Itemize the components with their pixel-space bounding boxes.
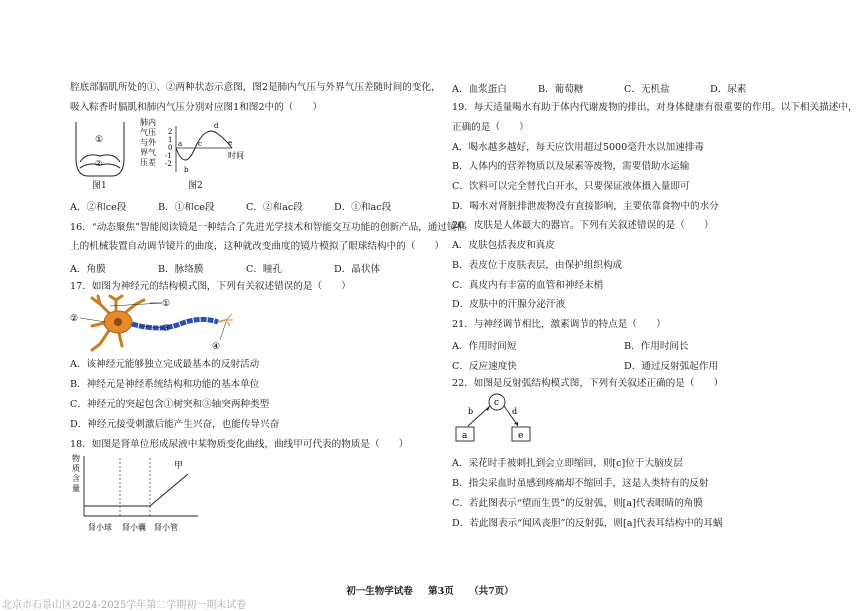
svg-text:-1: -1: [165, 152, 172, 160]
svg-text:时间: 时间: [228, 151, 244, 160]
reflex-arc-figure: [452, 392, 542, 446]
node-e: e: [518, 431, 524, 441]
q20-option-a[interactable]: A．皮肤包括表皮和真皮: [452, 240, 555, 251]
q18-option-b[interactable]: B．葡萄糖: [538, 84, 584, 95]
q19-stem-line2: 正确的是（ ）: [452, 122, 529, 133]
q15-intro-line1: 腔底部膈肌所处的①、②两种状态示意图，图2是肺内气压与外界气压差随时间的变化，: [70, 82, 441, 93]
svg-text:c: c: [198, 140, 202, 148]
q16-option-d[interactable]: D．晶状体: [334, 264, 381, 275]
q19-option-a[interactable]: A．喝水越多越好，每天应饮用超过5000毫升水以加速排毒: [452, 142, 704, 153]
q15-option-b[interactable]: B．①和ce段: [158, 202, 215, 213]
q20-option-d[interactable]: D．皮肤中的汗腺分泌汗液: [452, 299, 566, 310]
q17-stem: 17．如图为神经元的结构模式图，下列有关叙述错误的是（ ）: [70, 281, 351, 292]
neuron-mark-1: ①: [162, 299, 171, 309]
segment-glomerulus: 肾小球: [88, 523, 112, 532]
neuron-mark-4: ④: [212, 342, 221, 352]
q20-stem: 20．皮肤是人体最大的器官。下列有关叙述错误的是（ ）: [452, 220, 714, 231]
svg-text:0: 0: [168, 144, 173, 152]
q15-option-c[interactable]: C．②和ac段: [246, 202, 303, 213]
q16-option-a[interactable]: A．角膜: [70, 264, 106, 275]
svg-text:b: b: [184, 166, 189, 174]
neuron-mark-2: ②: [70, 314, 79, 324]
q16-stem-line1: 16．“动态聚焦”智能阅读镜是一种结合了先进光学技术和智能交互功能的创新产品，通过镜框: [70, 222, 467, 233]
fig1-mark-2: ②: [95, 159, 103, 168]
q22-option-a[interactable]: A．采花时手被刺扎到会立即缩回，则[c]位于大脑皮层: [452, 458, 683, 469]
svg-text:物: 物: [72, 454, 80, 463]
q17-option-a[interactable]: A．该神经元能够独立完成最基本的反射活动: [70, 359, 260, 370]
q15-intro-line2: 吸入粽香时膈肌和肺内气压分别对应图1和图2中的（ ）: [70, 102, 323, 113]
q19-stem-line1: 19．每天适量喝水有助于体内代谢废物的排出，对身体健康有很重要的作用。以下相关描述中，: [452, 102, 858, 113]
q15-option-a[interactable]: A．②和ce段: [70, 202, 127, 213]
footer-subject: 初一生物学试卷: [346, 586, 413, 597]
page-footer: [0, 583, 860, 597]
footer-page: 第3页: [428, 586, 454, 597]
q18-option-d[interactable]: D．尿素: [710, 84, 747, 95]
q22-stem: 22．如图是反射弧结构模式图，下列有关叙述正确的是（ ）: [452, 378, 724, 389]
svg-text:e: e: [228, 139, 233, 147]
q20-option-b[interactable]: B．表皮位于皮肤表层，由保护组织构成: [452, 260, 623, 271]
svg-text:与外: 与外: [140, 138, 156, 147]
figure-2-label: 图2: [188, 181, 203, 191]
q21-option-d[interactable]: D．通过反射弧起作用: [624, 361, 719, 372]
svg-text:2: 2: [168, 128, 173, 136]
q19-option-b[interactable]: B．人体内的营养物质以及尿素等废物，需要借助水运输: [452, 161, 690, 172]
q20-option-c[interactable]: C．真皮内有丰富的血管和神经末梢: [452, 280, 604, 291]
q21-option-c[interactable]: C．反应速度快: [452, 361, 517, 372]
q22-option-c[interactable]: C．若此图表示“望而生畏”的反射弧，则[a]代表眼睛的角膜: [452, 498, 704, 509]
svg-text:1: 1: [168, 136, 173, 144]
q17-option-b[interactable]: B．神经元是神经系统结构和功能的基本单位: [70, 379, 260, 390]
svg-text:气压: 气压: [140, 128, 156, 137]
node-a: a: [462, 431, 468, 441]
svg-text:d: d: [214, 122, 219, 130]
q16-stem-line2: 上的机械装置自动调节镜片的曲度，这种就改变曲度的镜片模拟了眼球结构中的（ ）: [70, 241, 445, 252]
svg-text:a: a: [178, 140, 183, 148]
q19-option-d[interactable]: D．喝水对肾脏排泄废物没有直接影响，主要依靠食物中的水分: [452, 201, 719, 212]
q21-option-a[interactable]: A．作用时间短: [452, 341, 517, 352]
node-d: d: [512, 407, 518, 416]
svg-text:压差: 压差: [140, 158, 156, 167]
svg-text:-2: -2: [165, 160, 172, 168]
segment-capsule: 肾小囊: [122, 523, 146, 532]
svg-text:肺内: 肺内: [140, 118, 156, 127]
figure-1-diaphragm: [70, 118, 130, 180]
segment-tubule: 肾小管: [154, 523, 178, 532]
neuron-figure: [70, 294, 260, 354]
node-b: b: [468, 407, 474, 416]
footer-total: （共7页）: [469, 586, 514, 597]
q15-option-d[interactable]: D．①和ac段: [334, 202, 392, 213]
svg-text:含: 含: [72, 474, 80, 483]
q17-option-d[interactable]: D．神经元接受刺激后能产生兴奋，也能传导兴奋: [70, 419, 280, 430]
neuron-mark-3: ③: [162, 324, 171, 334]
q22-option-b[interactable]: B．指尖采血时虽感到疼痛却不缩回手，这是人类特有的反射: [452, 478, 709, 489]
nephron-substance-chart: [70, 452, 200, 536]
q18-option-c[interactable]: C．无机盐: [624, 84, 670, 95]
q16-option-c[interactable]: C．瞳孔: [246, 264, 283, 275]
svg-text:质: 质: [72, 464, 80, 473]
q17-option-c[interactable]: C．神经元的突起包含①树突和③轴突两种类型: [70, 399, 270, 410]
node-c: c: [494, 398, 500, 408]
fig1-mark-1: ①: [95, 135, 104, 145]
svg-text:量: 量: [72, 484, 80, 493]
q22-option-d[interactable]: D．若此图表示“闻风丧胆”的反射弧，则[a]代表耳结构中的耳蜗: [452, 518, 723, 529]
svg-text:界气: 界气: [140, 148, 156, 157]
figure-1-label: 图1: [92, 181, 107, 191]
q19-option-c[interactable]: C．饮料可以完全替代白开水，只要保证液体摄入量即可: [452, 181, 690, 192]
curve-label-jia: 甲: [174, 461, 184, 471]
q21-option-b[interactable]: B．作用时间长: [624, 341, 689, 352]
figure-2-pressure-curve: [140, 116, 255, 180]
q21-stem: 21．与神经调节相比，激素调节的特点是（ ）: [452, 319, 666, 330]
q18-stem: 18．如图是肾单位形成尿液中某物质变化曲线，曲线甲可代表的物质是（ ）: [70, 439, 409, 450]
q16-option-b[interactable]: B．脉络膜: [158, 264, 204, 275]
watermark-text: 北京市石景山区2024-2025学年第二学期初一期末试卷: [2, 600, 247, 611]
q18-option-a[interactable]: A．血浆蛋白: [452, 84, 507, 95]
